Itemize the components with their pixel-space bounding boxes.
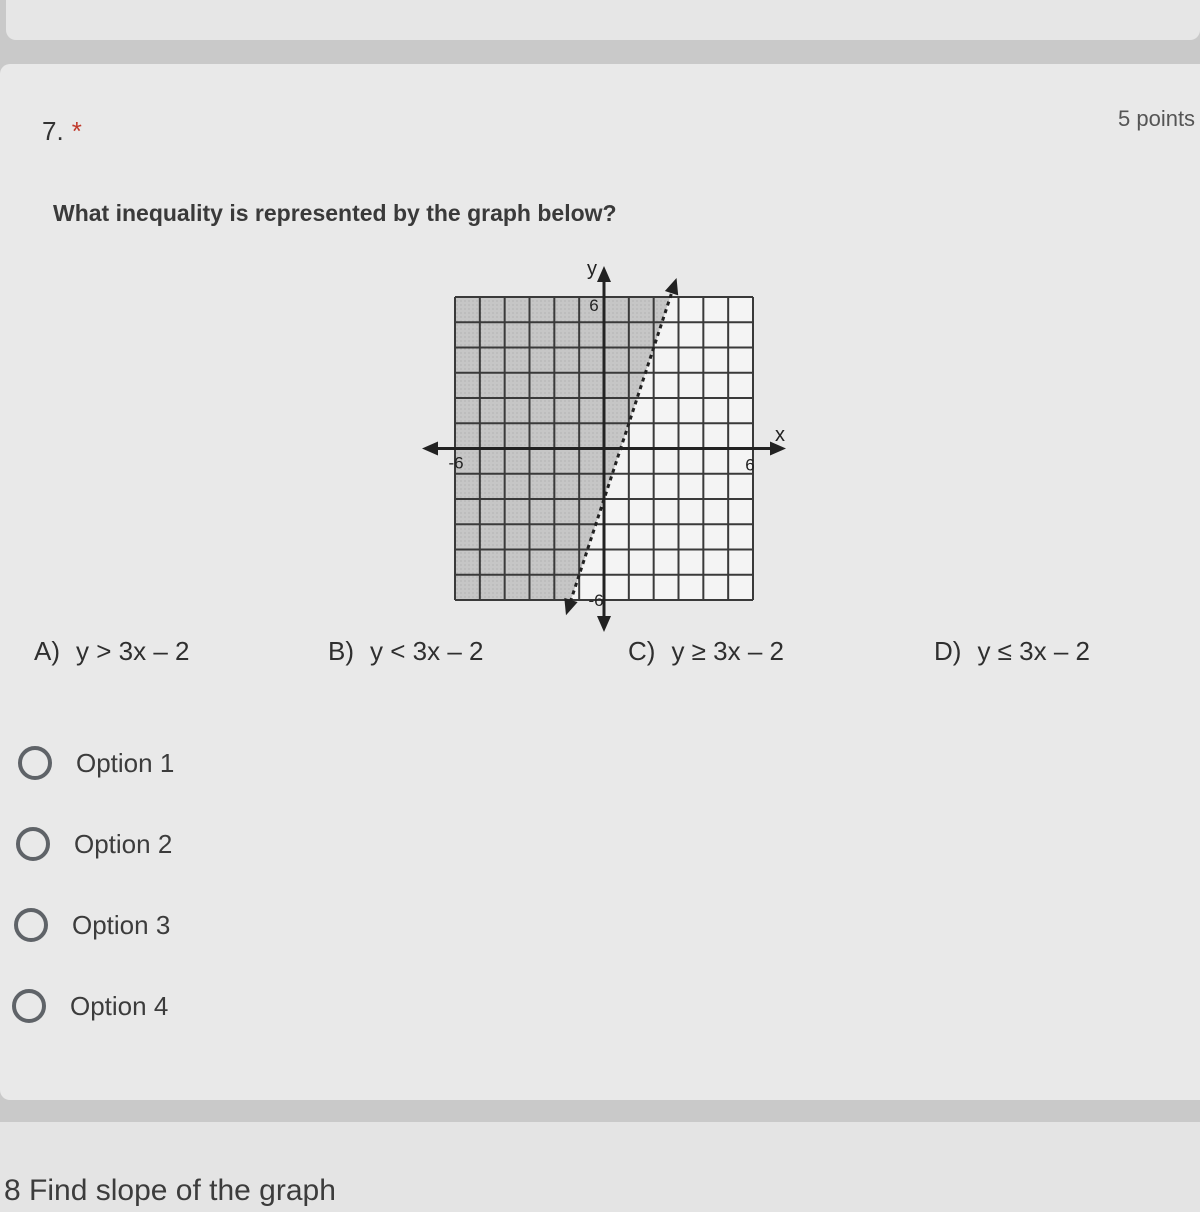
boundary-arrow-top xyxy=(665,278,678,295)
next-question-text: 8 Find slope of the graph xyxy=(4,1174,336,1207)
y-tick-label-min: -6 xyxy=(588,591,604,610)
option-label: Option 3 xyxy=(72,909,171,940)
option-1[interactable] xyxy=(18,746,174,780)
y-axis-arrow-up xyxy=(597,266,611,282)
y-tick-label-max: 6 xyxy=(589,296,599,315)
option-label: Option 1 xyxy=(76,747,175,778)
option-label: Option 4 xyxy=(70,990,169,1021)
x-tick-label-min: -6 xyxy=(448,453,464,473)
x-tick-label-max: 6 xyxy=(745,455,755,475)
answer-choice-b: B) y < 3x – 2 xyxy=(328,636,484,666)
answer-choice-c: C) y ≥ 3x – 2 xyxy=(628,636,784,666)
question-number: 7. * xyxy=(42,116,82,146)
question-points: 5 points xyxy=(1118,106,1196,131)
option-2[interactable] xyxy=(16,827,172,861)
radio-button[interactable] xyxy=(12,989,46,1023)
y-axis-label: y xyxy=(587,258,597,280)
y-axis-arrow-down xyxy=(597,616,611,632)
option-3[interactable] xyxy=(14,908,170,942)
required-asterisk: * xyxy=(71,116,82,146)
answer-choice-d: D) y ≤ 3x – 2 xyxy=(934,636,1090,666)
radio-button[interactable] xyxy=(16,827,50,861)
answer-choice-a: A) y > 3x – 2 xyxy=(34,636,190,666)
x-axis-arrow-left xyxy=(422,442,438,456)
radio-button[interactable] xyxy=(14,908,48,942)
option-4[interactable] xyxy=(12,989,168,1023)
option-label: Option 2 xyxy=(74,828,173,859)
x-axis-label: x xyxy=(775,424,785,446)
radio-button[interactable] xyxy=(18,746,52,780)
question-text: What inequality is represented by the graph below? xyxy=(53,200,617,226)
